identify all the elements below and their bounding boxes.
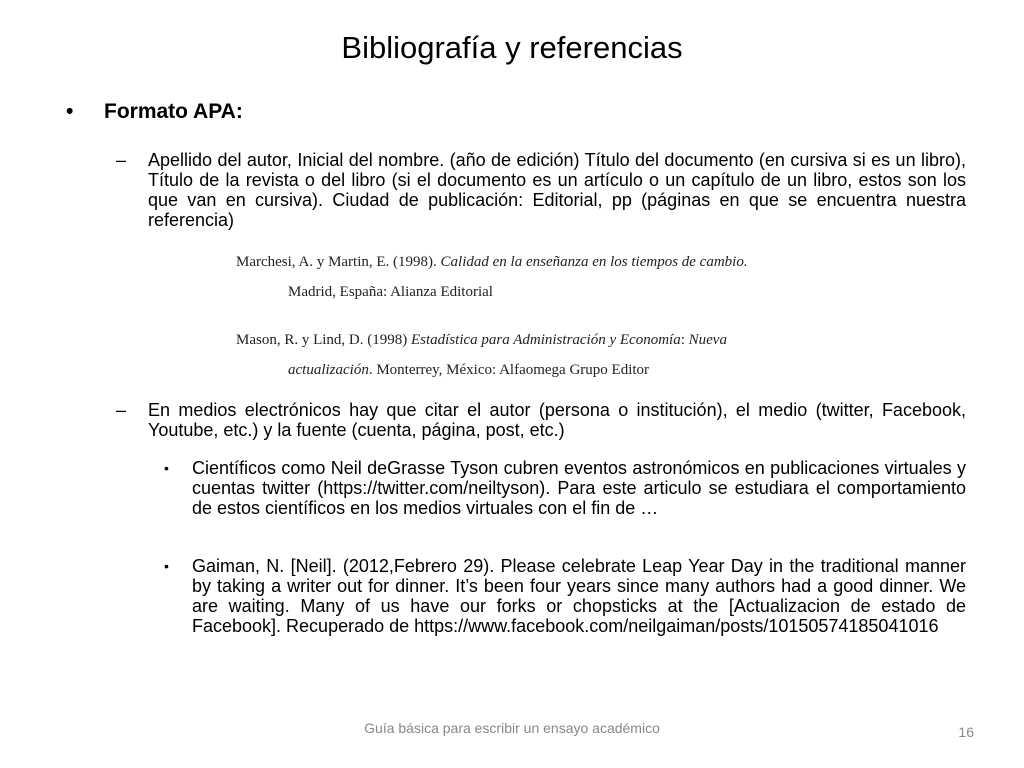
bullet-marker: • <box>164 558 169 574</box>
electronic-media-item <box>116 400 966 440</box>
apa-description-item <box>116 150 966 230</box>
bullet-marker: • <box>164 460 169 476</box>
reference-2-title-cont: Nueva <box>688 332 727 348</box>
reference-1-line-1 <box>236 254 748 271</box>
slide-title: Bibliografía y referencias <box>341 30 683 65</box>
sub-bullet-item <box>164 556 966 636</box>
reference-1-authors: Marchesi, A. y Martin, E. (1998). <box>236 254 441 270</box>
reference-2-authors: Mason, R. y Lind, D. (1998) <box>236 332 411 348</box>
bullet-marker: • <box>66 100 74 123</box>
section-heading-text: Formato APA: <box>104 100 243 123</box>
page-number: 16 <box>958 724 974 740</box>
footer-text: Guía básica para escribir un ensayo académico <box>364 720 660 736</box>
reference-2-line-2 <box>288 362 649 379</box>
reference-2-title-end: actualización <box>288 362 369 378</box>
reference-2-colon: : <box>680 332 689 348</box>
sub-bullet-item <box>164 458 966 518</box>
electronic-media-text: En medios electrónicos hay que citar el autor (persona o institución), el medio (twitter, Facebook, Youtube, etc.) y la fuente (cuenta, página, post, etc.) <box>148 400 966 440</box>
section-heading <box>66 100 243 124</box>
reference-2-line-1 <box>236 332 727 349</box>
sub-bullet-text: Científicos como Neil deGrasse Tyson cubren eventos astronómicos en publicaciones virtuales y cuentas twitter (https://twitter.com/neiltyson). Para este articulo se estudiara el comportamiento de estos científicos en los medios virtuales con el fin de … <box>192 458 966 518</box>
reference-1-publisher: Madrid, España: Alianza Editorial <box>288 284 493 300</box>
apa-description-text: Apellido del autor, Inicial del nombre. (año de edición) Título del documento (en cursiva si es un libro), Título de la revista o del libro (si el documento es un artículo o un capítulo de un libro, estos son los que van en cursiva). Ciudad de publicación: Editorial, pp (páginas en que se encuentra nuestra referencia) <box>148 150 966 230</box>
reference-2-publisher: . Monterrey, México: Alfaomega Grupo Editor <box>368 362 650 378</box>
reference-1-line-2 <box>288 284 493 301</box>
dash-marker: – <box>116 400 127 420</box>
sub-bullet-text: Gaiman, N. [Neil]. (2012,Febrero 29). Please celebrate Leap Year Day in the traditional manner by taking a writer out for dinner. It’s been four years since many authors had a good dinner. We are waiting. Many of us have our forks or chopsticks at the [Actualizacion de estado de Facebook]. Recuperado de https://www.facebook.com/neilgaiman/posts/10150574185041016 <box>192 556 966 636</box>
reference-1-title: Calidad en la enseñanza en los tiempos de cambio. <box>440 254 748 270</box>
dash-marker: – <box>116 150 127 170</box>
reference-2-title: Estadística para Administración y Economía <box>411 332 681 348</box>
